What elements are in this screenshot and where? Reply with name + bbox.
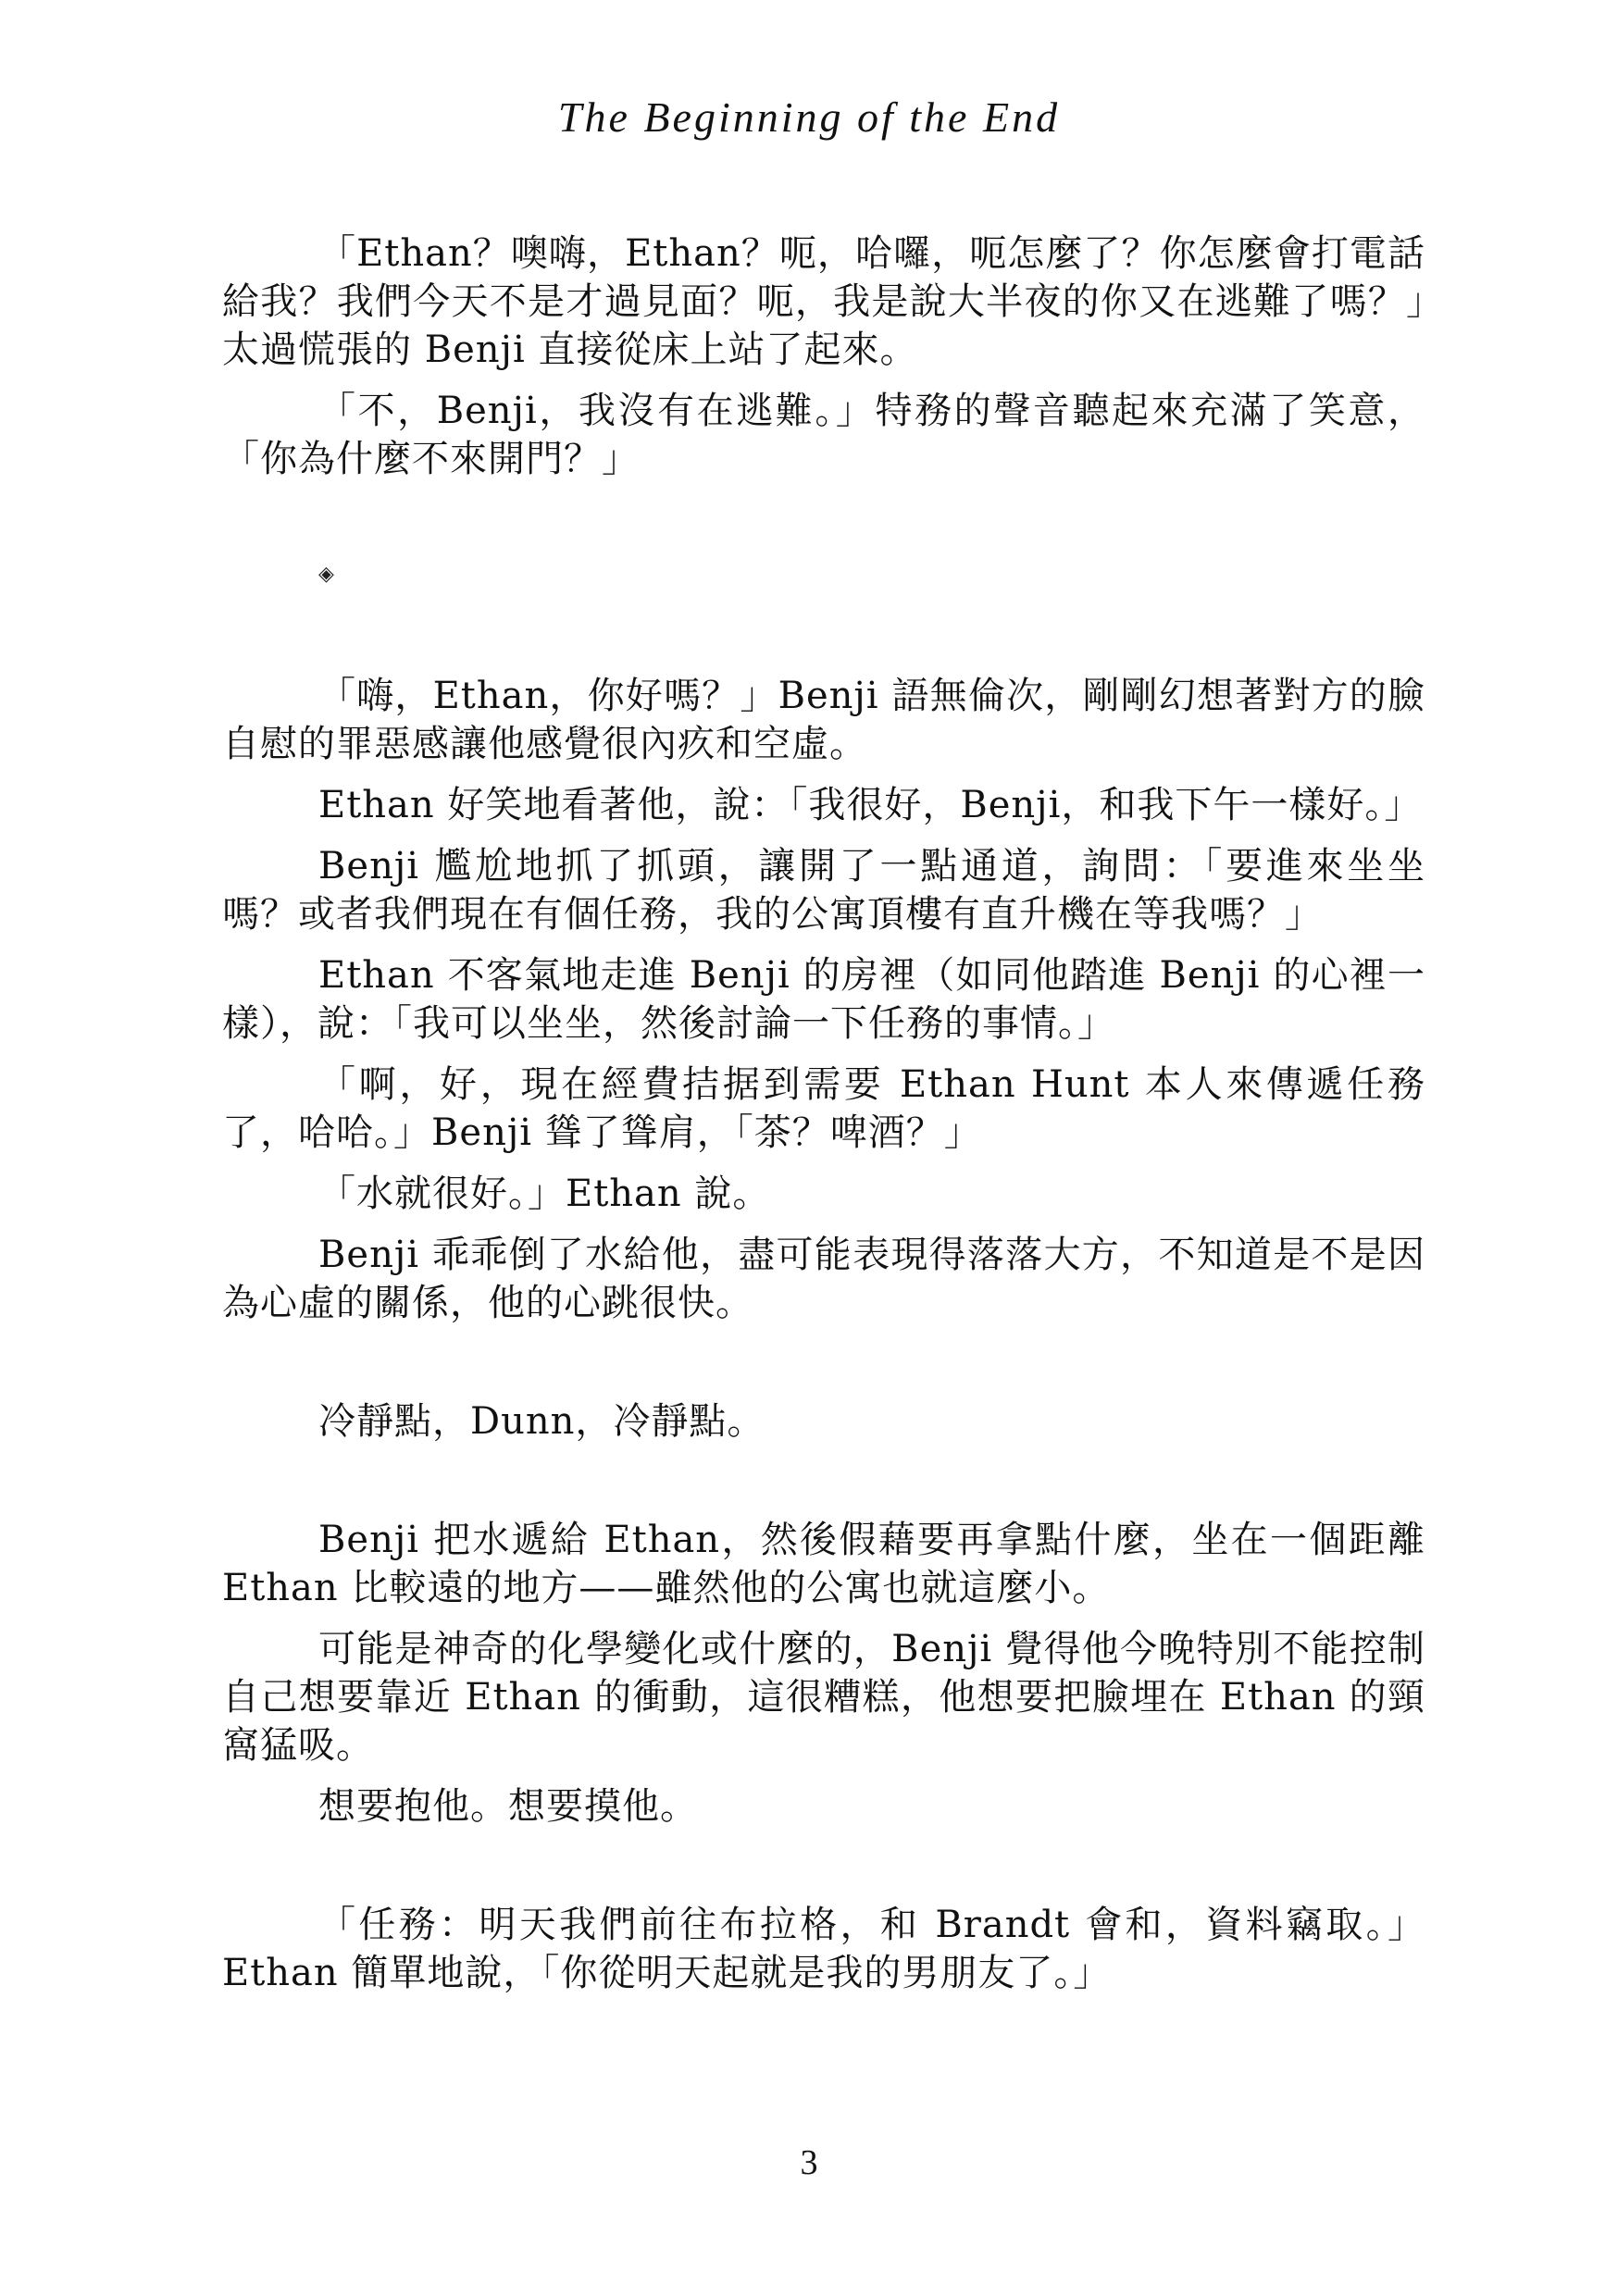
paragraph-11: Benji 把水遞給 Ethan，然後假藉要再拿點什麼，坐在一個距離 Ethan 比較遠的地方——雖然他的公寓也就這麼小。 [222, 1519, 1425, 1609]
body-text [222, 230, 1425, 1997]
paragraph-6: Ethan 不客氣地走進 Benji 的房裡（如同他踏進 Benji 的心裡一樣），說：「我可以坐坐，然後討論一下任務的事情。」 [222, 954, 1425, 1045]
paragraph-14: 「任務：明天我們前往布拉格，和 Brandt 會和，資料竊取。」Ethan 簡單地說，「你從明天起就是我的男朋友了。」 [222, 1904, 1425, 1994]
paragraph-10: 冷靜點，Dunn，冷靜點。 [318, 1400, 765, 1443]
paragraph-5: Benji 尷尬地抓了抓頭，讓開了一點通道，詢問：「要進來坐坐嗎？或者我們現在有個任務，我的公寓頂樓有直升機在等我嗎？」 [222, 845, 1425, 936]
paragraph-8: 「水就很好。」Ethan 說。 [318, 1173, 771, 1215]
paragraph-1: 「Ethan？噢嗨，Ethan？呃，哈囉，呃怎麼了？你怎麼會打電話給我？我們今天不是才過見面？呃，我是說大半夜的你又在逃難了嗎？」太過慌張的 Benji 直接從床上站了起來。 [222, 232, 1425, 371]
paragraph-9: Benji 乖乖倒了水給他，盡可能表現得落落大方，不知道是不是因為心虛的關係，他的心跳很快。 [222, 1234, 1425, 1324]
paragraph-7: 「啊，好，現在經費拮据到需要 Ethan Hunt 本人來傳遞任務了，哈哈。」Benji 聳了聳肩，「茶？啤酒？」 [222, 1063, 1425, 1154]
section-separator: ◈ [318, 563, 334, 586]
paragraph-13: 想要抱他。想要摸他。 [318, 1785, 698, 1828]
page-number: 3 [800, 2143, 818, 2182]
paragraph-2: 「不，Benji，我沒有在逃難。」特務的聲音聽起來充滿了笑意，「你為什麼不來開門？」 [222, 390, 1425, 480]
paragraph-12: 可能是神奇的化學變化或什麼的，Benji 覺得他今晚特別不能控制自己想要靠近 Ethan 的衝動，這很糟糕，他想要把臉埋在 Ethan 的頸窩猛吸。 [222, 1628, 1425, 1767]
page-title: The Beginning of the End [557, 93, 1061, 141]
scene-gap [222, 1446, 1425, 1516]
paragraph-3: 「嗨，Ethan，你好嗎？」Benji 語無倫次，剛剛幻想著對方的臉自慰的罪惡感讓他感覺很內疚和空虛。 [222, 675, 1425, 765]
paragraph-4: Ethan 好笑地看著他，說：「我很好，Benji，和我下午一樣好。」 [318, 784, 1423, 826]
scene-gap [222, 1831, 1425, 1901]
scene-gap [222, 1327, 1425, 1397]
